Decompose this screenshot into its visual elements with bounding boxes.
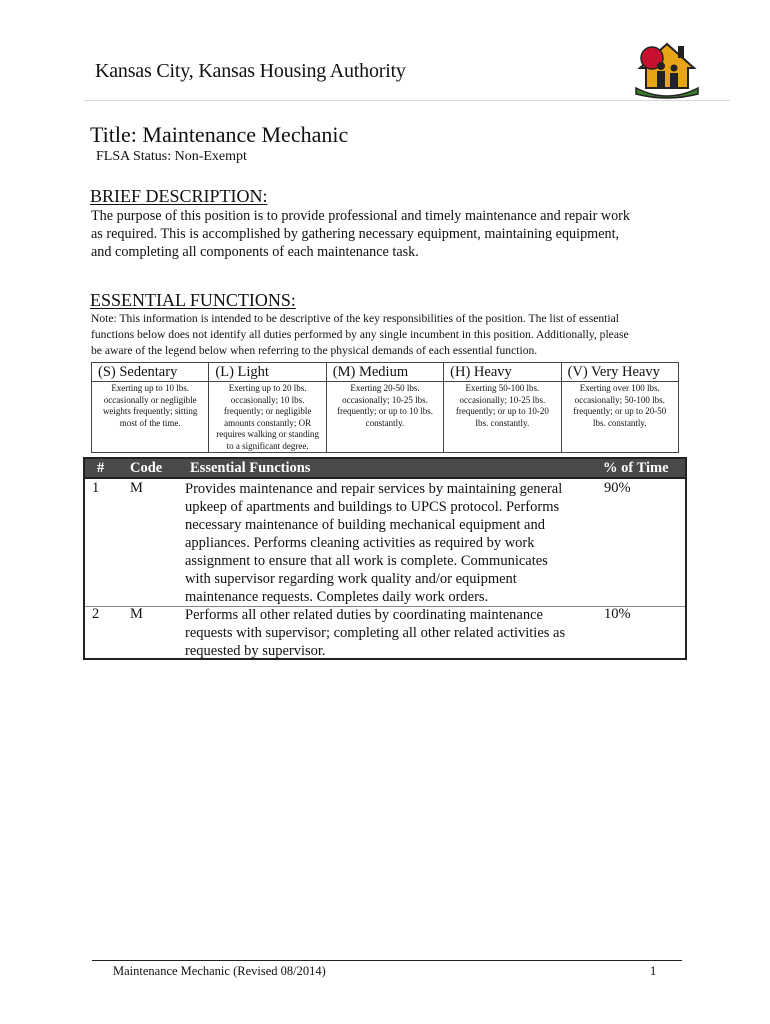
legend-label-heavy: (H) Heavy <box>444 363 561 382</box>
row-num: 2 <box>92 606 100 622</box>
legend-label-very-heavy: (V) Very Heavy <box>561 363 678 382</box>
note-line: Note: This information is intended to be descriptive of the key responsibilities of the position. The list of essential <box>91 312 619 325</box>
legend-desc-very-heavy <box>561 382 678 453</box>
legend-label-light: (L) Light <box>209 363 326 382</box>
legend-desc-line: occasionally; 10-25 lbs. <box>459 394 546 405</box>
function-line: upkeep of apartments and buildings to UPCS protocol. Performs <box>185 499 560 515</box>
legend-desc-line: occasionally; 50-100 lbs. <box>574 394 665 405</box>
row-code: M <box>130 480 143 496</box>
legend-desc-line: weights frequently; sitting <box>102 406 198 416</box>
function-line: appliances. Performs cleaning activities as required by work <box>185 535 535 551</box>
legend-desc-line: occasionally; 10-25 lbs. <box>342 394 428 405</box>
function-line: requested by supervisor. <box>185 643 326 659</box>
flsa-status: FLSA Status: Non-Exempt <box>96 149 247 164</box>
row-percent: 90% <box>604 480 631 496</box>
legend-desc-line: Exerting 50-100 lbs. <box>465 383 540 393</box>
note-line: functions below does not identify all duties performed by any single incumbent in this position. Additionally, please <box>91 328 629 341</box>
header-functions: Essential Functions <box>190 460 311 476</box>
legend-desc-line: Exerting over 100 lbs. <box>579 383 660 393</box>
row-function <box>185 606 585 660</box>
housing-authority-logo-icon <box>632 38 702 102</box>
brief-line: The purpose of this position is to provide professional and timely maintenance and repair work <box>91 208 630 224</box>
function-line: with supervisor regarding work quality and/or equipment <box>185 571 517 587</box>
legend-desc-line: frequently; or up to 10 lbs. <box>336 406 433 416</box>
legend-description-row <box>92 382 679 453</box>
header-num: # <box>97 460 105 476</box>
header-percent: % of Time <box>603 460 669 476</box>
legend-desc-line: to a significant degree. <box>226 440 309 451</box>
legend-desc-line: constantly. <box>365 417 405 428</box>
function-line: requests with supervisor; completing all other related activities as <box>185 625 566 641</box>
brief-description-text <box>91 207 681 261</box>
legend-desc-heavy <box>444 382 561 453</box>
physical-demands-legend <box>91 362 679 453</box>
footer-rule <box>92 960 682 961</box>
legend-desc-line: frequently; or negligible <box>223 406 312 416</box>
legend-desc-line: occasionally; 10 lbs. <box>230 394 305 405</box>
legend-desc-line: lbs. constantly. <box>475 417 530 428</box>
function-line: assignment to ensure that all work is complete. Communicates <box>185 553 548 569</box>
legend-desc-line: lbs. constantly. <box>592 417 647 428</box>
legend-desc-line: amounts constantly; OR <box>224 417 312 428</box>
legend-desc-line: most of the time. <box>119 417 181 428</box>
essential-functions-table <box>83 457 687 660</box>
legend-desc-line: Exerting up to 10 lbs. <box>111 383 190 393</box>
legend-desc-light <box>209 382 326 453</box>
legend-desc-line: Exerting up to 20 lbs. <box>228 383 307 393</box>
legend-desc-line: occasionally or negligible <box>103 394 197 405</box>
legend-desc-medium <box>326 382 443 453</box>
row-function <box>185 480 585 606</box>
note-line: be aware of the legend below when referring to the physical demands of each essential function. <box>91 344 538 357</box>
essential-functions-note <box>91 311 691 359</box>
legend-label-sedentary: (S) Sedentary <box>92 363 209 382</box>
legend-desc-line: requires walking or standing <box>216 429 319 439</box>
essential-functions-heading: ESSENTIAL FUNCTIONS: <box>90 290 296 310</box>
brief-line: as required. This is accomplished by gathering necessary equipment, maintaining equipment, <box>91 226 620 242</box>
row-code: M <box>130 606 143 622</box>
function-line: Performs all other related duties by coordinating maintenance <box>185 607 543 623</box>
organization-name: Kansas City, Kansas Housing Authority <box>95 60 406 82</box>
table-header-row <box>85 459 685 479</box>
header-code: Code <box>130 460 163 476</box>
legend-desc-sedentary <box>92 382 209 453</box>
function-line: necessary maintenance of building mechanical equipment and <box>185 517 545 533</box>
legend-desc-line: frequently; or up to 20-50 <box>573 406 667 416</box>
legend-desc-line: Exerting 20-50 lbs. <box>350 383 420 393</box>
function-line: Provides maintenance and repair services by maintaining general <box>185 481 563 497</box>
legend-label-medium: (M) Medium <box>326 363 443 382</box>
legend-label-row <box>92 363 679 382</box>
footer-page-number: 1 <box>650 964 657 978</box>
row-num: 1 <box>92 480 100 496</box>
brief-description-heading: BRIEF DESCRIPTION: <box>90 186 268 206</box>
row-percent: 10% <box>604 606 631 622</box>
legend-desc-line: frequently; or up to 10-20 <box>455 406 549 416</box>
job-title: Title: Maintenance Mechanic <box>90 122 349 147</box>
brief-line: and completing all components of each maintenance task. <box>91 244 419 260</box>
function-line: maintenance requests. Completes daily work orders. <box>185 589 489 605</box>
footer-document-name: Maintenance Mechanic (Revised 08/2014) <box>113 964 326 978</box>
